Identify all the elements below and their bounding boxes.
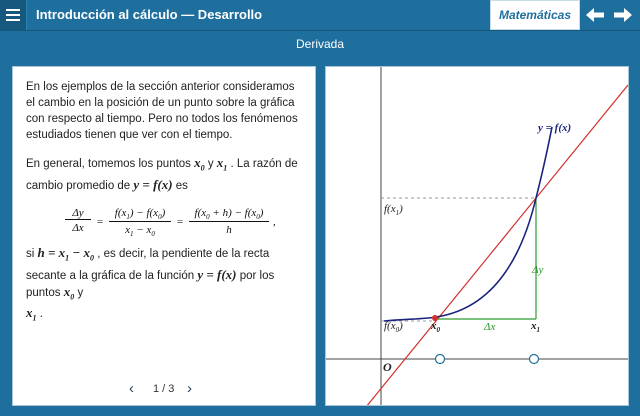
section-title: Derivada xyxy=(295,37,345,51)
fx0-label: $f(x_0)$ xyxy=(384,320,403,334)
secant-line xyxy=(366,85,628,405)
text-fragment: . xyxy=(39,308,43,321)
paragraph-intro: En los ejemplos de la sección anterior consideramos el cambio en la posición de un punto sobre la gráfica con respecto al tiempo. Pero no todos los fenómenos estudiados tienen que ver con el tiempo. xyxy=(26,81,298,141)
text-fragment: si xyxy=(26,248,35,260)
function-curve xyxy=(384,127,552,321)
paragraph-secant xyxy=(26,245,304,327)
denominator: Δx xyxy=(72,222,84,234)
text-fragment: , es decir, la pendiente de la recta secante a la gráfica de la función xyxy=(26,248,270,282)
menu-icon-line xyxy=(6,19,20,21)
app-title: Introducción al cálculo — Desarrollo xyxy=(36,7,263,22)
math-x0: $x_0$ xyxy=(194,155,205,173)
delta-x-label: Δx xyxy=(484,321,496,333)
equals-sign: = xyxy=(177,216,184,228)
numerator: $f(x_0 + h) - f(x_0)$ xyxy=(189,207,269,222)
text-fragment: y xyxy=(77,286,84,299)
subject-tab[interactable]: Matemáticas xyxy=(490,0,580,30)
fraction-h xyxy=(189,207,269,236)
x1-label: $x_1$ xyxy=(531,320,540,334)
math-yfx: y = f(x) xyxy=(197,266,237,282)
fraction-dy-dx xyxy=(65,207,91,234)
math-x1: $x_1$ xyxy=(26,305,37,323)
graph-panel[interactable] xyxy=(325,66,629,406)
math-h-def: $h = x_1 - x_0$ xyxy=(37,245,95,263)
equals-sign: = xyxy=(97,216,104,228)
denominator: $x_1 - x_0$ xyxy=(125,224,155,239)
numerator: Δy xyxy=(65,207,91,220)
menu-icon-line xyxy=(6,14,20,16)
text-fragment: es xyxy=(175,179,188,192)
denominator: h xyxy=(226,224,232,237)
text-fragment: En general, tomemos los puntos xyxy=(26,158,191,170)
math-yfx: y = f(x) xyxy=(133,176,173,192)
slider-x1-handle[interactable] xyxy=(530,355,539,364)
math-x1: $x_1$ xyxy=(216,155,228,173)
math-x0: $x_0$ xyxy=(63,283,75,302)
chevron-left-icon[interactable]: ‹ xyxy=(129,380,134,397)
comma: , xyxy=(273,216,276,228)
delta-y-label: Δy xyxy=(532,264,544,276)
paragraph-points xyxy=(26,155,304,194)
text-panel xyxy=(12,66,316,406)
text-fragment: por los puntos xyxy=(26,269,275,299)
origin-label: O xyxy=(383,360,392,374)
derivative-graph[interactable] xyxy=(326,67,628,405)
back-arrow-icon[interactable] xyxy=(584,4,606,26)
menu-button[interactable] xyxy=(0,0,27,30)
slider-x0-handle[interactable] xyxy=(436,355,445,364)
numerator: $f(x_1) - f(x_0)$ xyxy=(109,207,171,222)
top-bar xyxy=(0,0,640,31)
pager xyxy=(123,381,213,399)
page-indicator: 1 / 3 xyxy=(153,383,175,395)
text-fragment: y xyxy=(207,158,214,170)
x0-label: $x_0$ xyxy=(431,320,440,334)
curve-label: y = f(x) xyxy=(538,122,572,134)
menu-icon xyxy=(6,9,20,11)
fraction-secant xyxy=(109,207,171,238)
text-fragment: . La razón de cambio promedio de xyxy=(26,158,298,192)
fx1-label: $f(x_1)$ xyxy=(384,203,403,217)
average-rate-formula xyxy=(65,207,295,247)
chevron-right-icon[interactable]: › xyxy=(187,380,192,397)
forward-arrow-icon[interactable] xyxy=(612,4,634,26)
